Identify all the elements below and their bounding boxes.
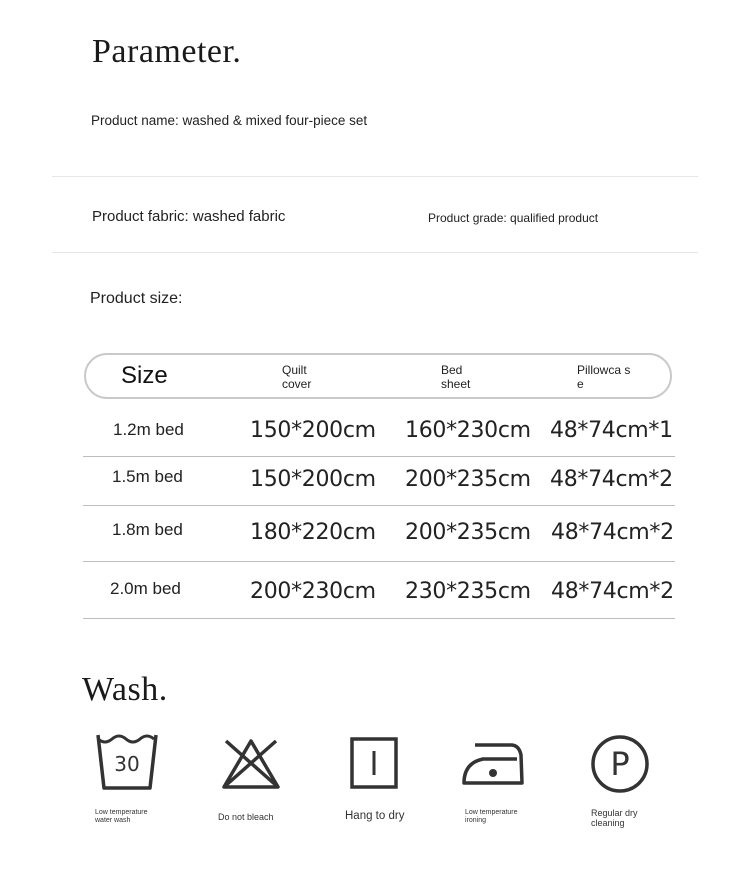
table-row-quilt: 150*200cm bbox=[250, 418, 376, 443]
wash-label-regular-dry-cleaning: Regular dry cleaning bbox=[591, 808, 638, 828]
do-not-bleach-icon bbox=[220, 737, 282, 791]
dry-clean-letter: P bbox=[610, 745, 630, 783]
divider bbox=[52, 252, 698, 253]
wash-label-low-temp-ironing: Low temperature ironing bbox=[465, 809, 518, 824]
row-divider bbox=[83, 561, 675, 562]
table-row-quilt: 180*220cm bbox=[250, 520, 376, 545]
wash-heading: Wash. bbox=[82, 671, 168, 708]
table-row-quilt: 200*230cm bbox=[250, 579, 376, 604]
wash-label-low-temp-wash: Low temperature water wash bbox=[95, 809, 148, 824]
product-size-label: Product size: bbox=[90, 290, 183, 307]
wash-label-hang-to-dry: Hang to dry bbox=[345, 810, 405, 822]
table-row-bed: 1.5m bed bbox=[112, 467, 183, 486]
dry-clean-p-icon bbox=[590, 734, 650, 794]
iron-low-temp-icon bbox=[461, 741, 525, 787]
row-divider bbox=[83, 456, 675, 457]
table-row-pillow: 48*74cm*1 bbox=[550, 418, 673, 443]
header-bed-sheet: Bed sheet bbox=[441, 363, 471, 391]
row-divider bbox=[83, 618, 675, 619]
table-row-bed: 1.2m bed bbox=[113, 420, 184, 439]
header-size: Size bbox=[121, 362, 168, 389]
table-row-bed: 1.8m bed bbox=[112, 520, 183, 539]
divider bbox=[52, 176, 698, 177]
product-fabric: Product fabric: washed fabric bbox=[92, 208, 286, 225]
header-pillowcase: Pillowca se bbox=[577, 363, 631, 391]
product-name: Product name: washed & mixed four-piece set bbox=[91, 113, 368, 128]
table-row-quilt: 150*200cm bbox=[250, 467, 376, 492]
product-grade: Product grade: qualified product bbox=[428, 211, 599, 225]
table-row-pillow: 48*74cm*2 bbox=[551, 579, 674, 604]
row-divider bbox=[83, 505, 675, 506]
table-row-pillow: 48*74cm*2 bbox=[551, 520, 674, 545]
table-row-bed: 2.0m bed bbox=[110, 579, 181, 598]
hang-to-dry-icon bbox=[350, 737, 398, 789]
wash-tub-30-icon bbox=[95, 733, 159, 791]
table-row-sheet: 200*235cm bbox=[405, 520, 531, 545]
wash-label-do-not-bleach: Do not bleach bbox=[218, 812, 274, 822]
parameter-heading: Parameter. bbox=[92, 33, 242, 70]
table-row-sheet: 200*235cm bbox=[405, 467, 531, 492]
wash-temperature: 30 bbox=[114, 752, 140, 776]
header-quilt-cover: Quilt cover bbox=[282, 363, 312, 391]
table-row-pillow: 48*74cm*2 bbox=[550, 467, 673, 492]
table-row-sheet: 160*230cm bbox=[405, 418, 531, 443]
table-row-sheet: 230*235cm bbox=[405, 579, 531, 604]
